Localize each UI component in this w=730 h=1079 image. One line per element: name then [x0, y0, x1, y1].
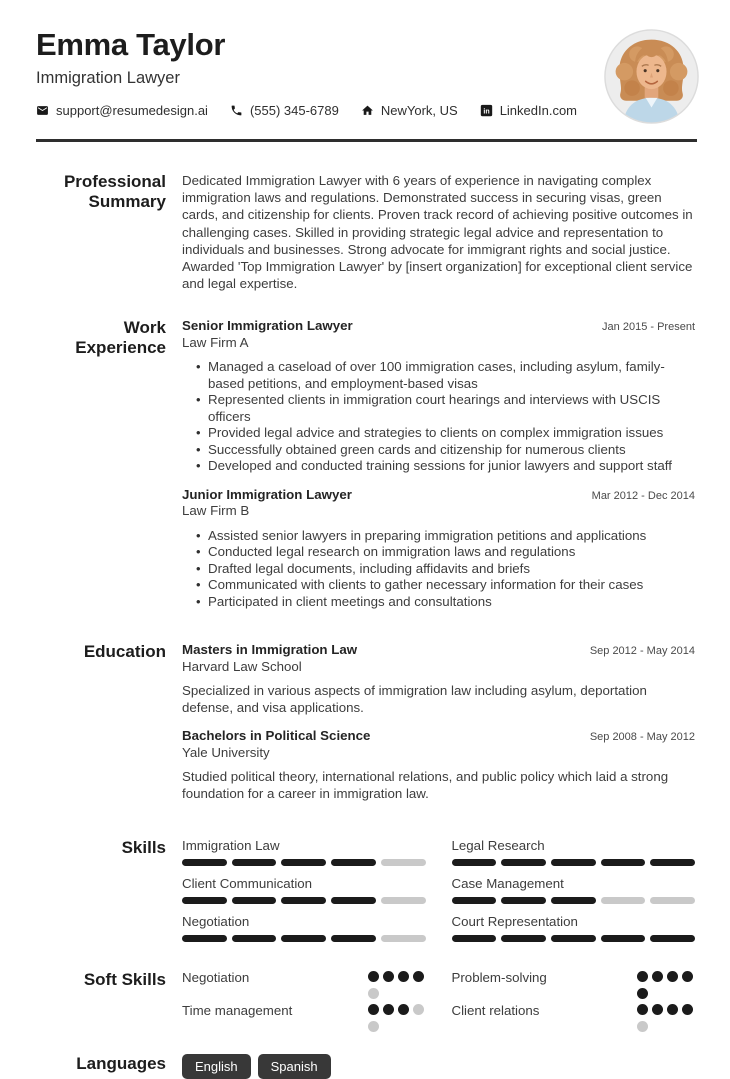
soft-skill-dot — [652, 971, 663, 982]
degree-header — [182, 642, 695, 659]
job-bullet: • Participated in client meetings and consultations — [182, 594, 695, 611]
section-professional-summary — [36, 172, 695, 292]
skill-bar-segment — [501, 897, 546, 904]
section-heading-languages: Languages — [76, 1054, 166, 1074]
job-dates: Mar 2012 - Dec 2014 — [591, 489, 695, 502]
soft-skill-dot — [637, 988, 648, 999]
job-bullet: • Assisted senior lawyers in preparing immigration petitions and applications — [182, 528, 695, 545]
skill-name: Court Representation — [451, 914, 578, 930]
degree-entry — [182, 728, 695, 802]
job-dates: Jan 2015 - Present — [602, 321, 695, 334]
skill-bar-segment — [281, 897, 326, 904]
skill-item — [452, 876, 696, 904]
section-soft-skills — [36, 970, 695, 1032]
degree-dates: Sep 2012 - May 2014 — [589, 645, 695, 658]
soft-skill-dot — [667, 971, 678, 982]
skill-name: Immigration Law — [182, 838, 280, 854]
degree-title: Bachelors in Political Science — [182, 728, 371, 744]
skill-item — [452, 838, 696, 866]
job-bullet: • Developed and conducted training sessions for junior lawyers and support staff — [182, 458, 695, 475]
skill-bar-segment — [182, 935, 227, 942]
skill-bar — [182, 897, 426, 904]
job-bullet: • Conducted legal research on immigration laws and regulations — [182, 544, 695, 561]
section-heading-soft-skills: Soft Skills — [83, 970, 166, 990]
skill-name: Negotiation — [182, 914, 250, 930]
skill-bar-segment — [650, 897, 695, 904]
soft-skill-dot — [637, 1021, 648, 1032]
section-heading-skills: Skills — [121, 838, 166, 858]
job-bullets — [182, 359, 695, 475]
skill-bar-segment — [601, 897, 646, 904]
contact-row — [36, 103, 577, 118]
section-heading-summary: Professional Summary — [63, 172, 166, 212]
section-skills — [36, 838, 695, 942]
language-pill: Spanish — [258, 1054, 331, 1079]
soft-skill-dot — [368, 1021, 379, 1032]
soft-skill-dot — [637, 971, 648, 982]
skill-bar-segment — [381, 859, 426, 866]
soft-skill-name: Time management — [182, 1003, 293, 1019]
soft-skill-dot — [413, 971, 424, 982]
contact-email-text: support@resumedesign.ai — [56, 102, 208, 118]
contact-email[interactable] — [36, 103, 208, 118]
soft-skill-dots — [368, 1004, 426, 1032]
skill-bar-segment — [331, 935, 376, 942]
soft-skill-dots — [368, 971, 426, 999]
skill-bar-segment — [650, 859, 695, 866]
resume-body — [0, 172, 730, 1079]
soft-skill-item — [182, 970, 426, 999]
job-company: Law Firm A — [182, 334, 249, 350]
contact-phone[interactable] — [230, 103, 339, 118]
jobs-list — [182, 318, 695, 610]
skill-name: Legal Research — [451, 838, 545, 854]
skill-bar-segment — [551, 935, 596, 942]
skill-bar — [182, 935, 426, 942]
job-header — [182, 318, 695, 335]
skill-name: Case Management — [451, 876, 564, 892]
soft-skill-dot — [383, 1004, 394, 1015]
skill-bar — [452, 935, 696, 942]
candidate-job-title: Immigration Lawyer — [36, 68, 180, 87]
svg-text:in: in — [483, 108, 490, 116]
language-pill: English — [182, 1054, 251, 1079]
soft-skill-dot — [398, 1004, 409, 1015]
skill-bar-segment — [601, 935, 646, 942]
degree-dates: Sep 2008 - May 2012 — [589, 731, 695, 744]
skill-bar-segment — [281, 935, 326, 942]
section-work-experience — [36, 318, 695, 610]
home-icon — [361, 104, 374, 117]
email-icon — [36, 104, 49, 117]
skill-bar-segment — [232, 935, 277, 942]
soft-skill-dot — [368, 1004, 379, 1015]
skill-bar-segment — [182, 859, 227, 866]
skill-name: Client Communication — [182, 876, 313, 892]
skill-bar-segment — [232, 859, 277, 866]
soft-skill-dot — [652, 1004, 663, 1015]
job-bullet: • Drafted legal documents, including affidavits and briefs — [182, 561, 695, 578]
resume-header — [0, 0, 730, 125]
degree-title: Masters in Immigration Law — [182, 642, 358, 658]
summary-text: Dedicated Immigration Lawyer with 6 years of experience in navigating complex immigration laws and regulations. Demonstrated success in securing visas, green cards, and citizenship for clients. Proven track record of achieving positive outcomes in challenging cases. Skilled in providing strategic legal advice and representation to individuals and businesses. Strong advocate for immigrant rights and social justice. Awarded 'Top Immigration Lawyer' by [insert organization] for exceptional client service and legal expertise. — [182, 173, 693, 292]
skill-bar — [452, 897, 696, 904]
degree-school: Harvard Law School — [182, 658, 302, 674]
job-header — [182, 487, 695, 504]
degree-entry — [182, 642, 695, 716]
degree-school: Yale University — [182, 744, 270, 760]
skill-bar — [182, 859, 426, 866]
job-title: Junior Immigration Lawyer — [182, 486, 352, 502]
languages-pills — [182, 1054, 695, 1079]
soft-skill-dot — [682, 971, 693, 982]
section-heading-experience: Work Experience — [75, 318, 166, 358]
section-education — [36, 642, 695, 802]
skill-bar-segment — [452, 859, 497, 866]
avatar — [603, 28, 700, 125]
soft-skill-name: Negotiation — [182, 970, 250, 986]
header-divider — [36, 139, 697, 142]
soft-skill-dot — [383, 971, 394, 982]
skill-bar-segment — [381, 897, 426, 904]
skill-bar — [452, 859, 696, 866]
skill-bar-segment — [551, 859, 596, 866]
degree-description: Specialized in various aspects of immigration law including asylum, deportation defense, and visa applications. — [182, 683, 647, 716]
soft-skill-dot — [413, 1004, 424, 1015]
skill-bar-segment — [650, 935, 695, 942]
soft-skill-name: Problem-solving — [451, 970, 547, 986]
job-title: Senior Immigration Lawyer — [182, 318, 353, 334]
skill-bar-segment — [331, 897, 376, 904]
degree-description: Studied political theory, international relations, and public policy which laid a strong foundation for a career in immigration law. — [182, 769, 669, 802]
skill-bar-segment — [501, 935, 546, 942]
degree-header — [182, 728, 695, 745]
contact-linkedin-text: LinkedIn.com — [499, 102, 578, 118]
skill-item — [452, 914, 696, 942]
skill-bar-segment — [281, 859, 326, 866]
contact-location-text: NewYork, US — [380, 102, 458, 118]
soft-skill-item — [452, 1003, 696, 1032]
soft-skill-dot — [637, 1004, 648, 1015]
skill-item — [182, 876, 426, 904]
degrees-list — [182, 642, 695, 802]
soft-skill-dots — [637, 971, 695, 999]
soft-skill-dots — [637, 1004, 695, 1032]
skill-bar-segment — [381, 935, 426, 942]
profile-photo-image — [603, 28, 700, 125]
job-bullet: • Communicated with clients to gather necessary information for their cases — [182, 577, 695, 594]
skill-item — [182, 838, 426, 866]
job-entry — [182, 318, 695, 475]
candidate-name: Emma Taylor — [36, 27, 226, 62]
soft-skill-dot — [368, 971, 379, 982]
skill-bar-segment — [452, 897, 497, 904]
soft-skill-name: Client relations — [451, 1003, 540, 1019]
skill-item — [182, 914, 426, 942]
job-entry — [182, 487, 695, 611]
contact-linkedin[interactable] — [480, 103, 577, 118]
skill-bar-segment — [331, 859, 376, 866]
header-identity — [36, 28, 577, 118]
soft-skill-item — [182, 1003, 426, 1032]
skill-bar-segment — [601, 859, 646, 866]
soft-skill-dot — [682, 1004, 693, 1015]
job-bullet: • Represented clients in immigration court hearings and interviews with USCIS officers — [182, 392, 695, 425]
skill-bar-segment — [182, 897, 227, 904]
soft-skill-dot — [368, 988, 379, 999]
soft-skill-dot — [398, 971, 409, 982]
job-bullets — [182, 528, 695, 611]
section-languages — [36, 1054, 695, 1079]
phone-icon — [230, 104, 243, 117]
skill-bar-segment — [232, 897, 277, 904]
job-bullet: • Managed a caseload of over 100 immigration cases, including asylum, family-based petitions, and employment-based visas — [182, 359, 695, 392]
contact-location — [361, 103, 458, 118]
job-company: Law Firm B — [182, 503, 250, 519]
soft-skills-grid — [182, 970, 695, 1032]
skill-bar-segment — [452, 935, 497, 942]
section-heading-education: Education — [83, 642, 166, 662]
job-bullet: • Provided legal advice and strategies to clients on complex immigration issues — [182, 425, 695, 442]
job-bullet: • Successfully obtained green cards and citizenship for numerous clients — [182, 442, 695, 459]
soft-skill-dot — [667, 1004, 678, 1015]
skills-grid — [182, 838, 695, 942]
soft-skill-item — [452, 970, 696, 999]
skill-bar-segment — [551, 897, 596, 904]
contact-phone-text: (555) 345-6789 — [249, 102, 339, 118]
skill-bar-segment — [501, 859, 546, 866]
linkedin-icon — [480, 104, 493, 117]
